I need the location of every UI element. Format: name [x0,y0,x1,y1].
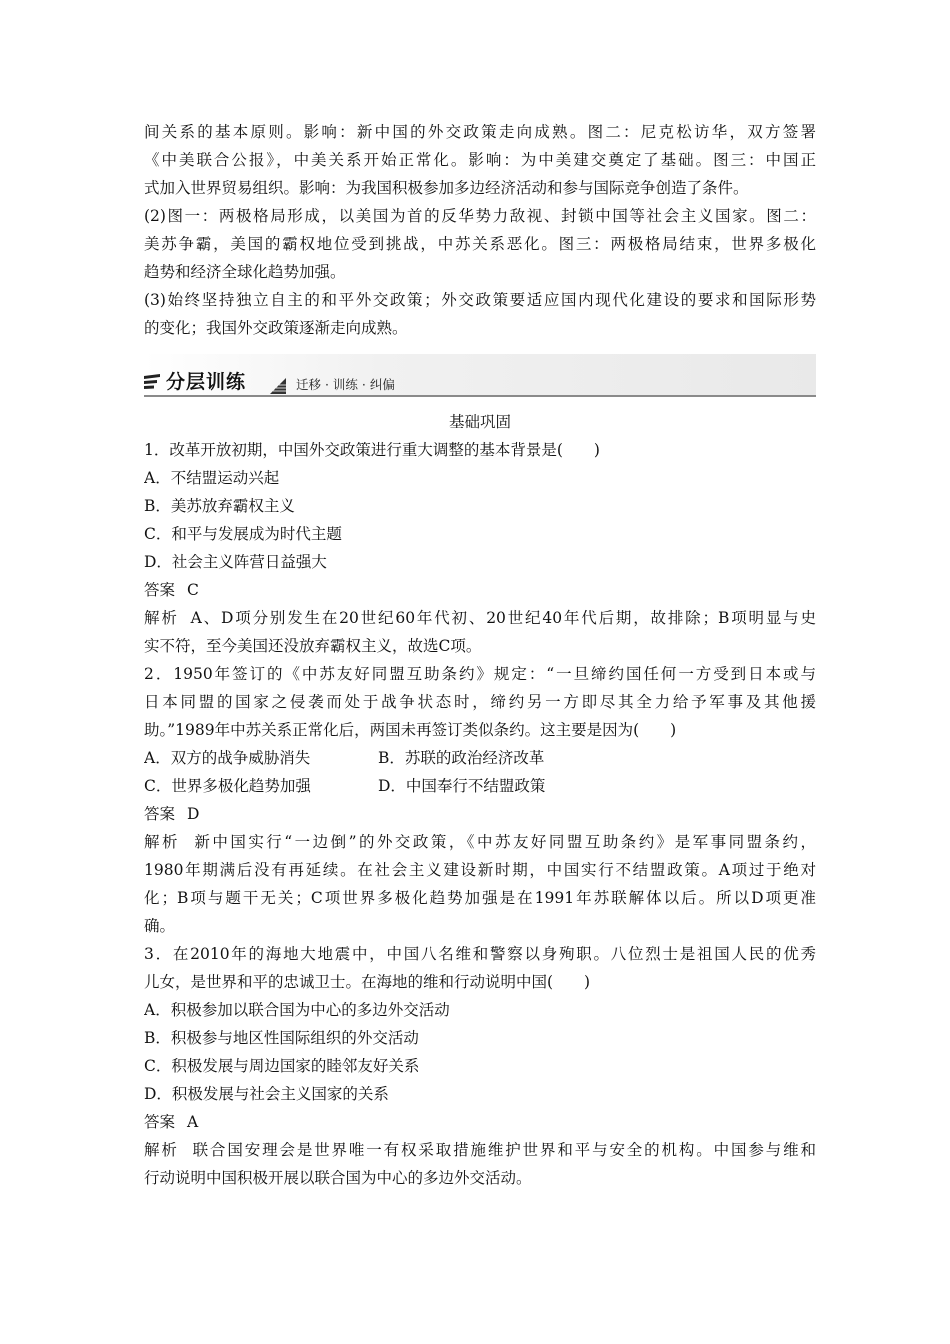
question-stem: 2．1950年签订的《中苏友好同盟互助条约》规定：“一旦缔约国任何一方受到日本或与 [144,665,816,683]
analysis-line [144,828,816,856]
answer-value: C [187,581,199,599]
option-b: B．美苏放弃霸权主义 [144,497,295,515]
triangle-icon [270,378,286,394]
intro-line: 间关系的基本原则。影响：新中国的外交政策走向成熟。图二：尼克松访华，双方签署 [144,123,816,141]
option-b: B．苏联的政治经济改革 [378,749,545,767]
answer-label: 答案 [144,805,176,823]
analysis-label: 解析 [144,609,179,627]
intro-line: (3)始终坚持独立自主的和平外交政策；外交政策要适应国内现代化建设的要求和国际形势 [144,291,816,309]
question-3 [144,940,816,1192]
analysis-label: 解析 [144,833,180,851]
analysis-label: 解析 [144,1141,179,1159]
answer-value: A [187,1113,199,1131]
option-d: D．中国奉行不结盟政策 [378,777,546,795]
answer-label: 答案 [144,1113,176,1131]
analysis-text: 联合国安理会是世界唯一有权采取措施维护世界和平与安全的机构。中国参与维和 [190,1141,816,1159]
answer-line [144,576,816,604]
subsection-heading: 基础巩固 [448,413,511,431]
analysis-line: 行动说明中国积极开展以联合国为中心的多边外交活动。 [144,1169,532,1187]
options-row [144,772,816,800]
question-1 [144,436,816,660]
option-c: C．和平与发展成为时代主题 [144,525,342,543]
intro-line: 的变化；我国外交政策逐渐走向成熟。 [144,319,408,337]
analysis-line: 化；B项与题干无关；C项世界多极化趋势加强是在1991年苏联解体以后。所以D项更准 [144,889,816,907]
section-banner [144,348,816,406]
analysis-line: 1980年期满后没有再延续。在社会主义建设新时期，中国实行不结盟政策。A项过于绝对 [144,861,816,879]
intro-block [144,118,816,342]
option-a: A．积极参加以联合国为中心的多边外交活动 [144,1001,450,1019]
answer-line [144,1108,816,1136]
question-2 [144,660,816,940]
document-page [144,118,816,1192]
stripes-icon [144,374,162,392]
question-stem: 助。”1989年中苏关系正常化后，两国未再签订类似条约。这主要是因为( ) [144,721,677,739]
answer-label: 答案 [144,581,176,599]
intro-line: 趋势和经济全球化趋势加强。 [144,263,346,281]
option-a: A．不结盟运动兴起 [144,469,280,487]
intro-line: 美苏争霸，美国的霸权地位受到挑战，中苏关系恶化。图三：两极格局结束，世界多极化 [144,235,816,253]
option-c: C．世界多极化趋势加强 [144,777,311,795]
analysis-text: 新中国实行“一边倒”的外交政策，《中苏友好同盟互助条约》是军事同盟条约， [191,833,816,851]
question-stem: 日本同盟的国家之侵袭而处于战争状态时，缔约另一方即尽其全力给予军事及其他援 [144,693,816,711]
analysis-text: A、D项分别发生在20世纪60年代初、20世纪40年代后期，故排除；B项明显与史 [190,609,816,627]
option-c: C．积极发展与周边国家的睦邻友好关系 [144,1057,420,1075]
banner-rule [144,395,816,397]
analysis-line: 确。 [144,917,176,935]
option-b: B．积极参与地区性国际组织的外交活动 [144,1029,419,1047]
option-a: A．双方的战争威胁消失 [144,749,311,767]
question-stem: 1．改革开放初期，中国外交政策进行重大调整的基本背景是( ) [144,441,600,459]
section-subtitle: 迁移 · 训练 · 纠偏 [296,377,395,392]
question-stem: 儿女，是世界和平的忠诚卫士。在海地的维和行动说明中国( ) [144,973,591,991]
option-d: D．社会主义阵营日益强大 [144,553,327,571]
intro-line: 式加入世界贸易组织。影响：为我国积极参加多边经济活动和参与国际竞争创造了条件。 [144,179,749,197]
question-stem: 3．在2010年的海地大地震中，中国八名维和警察以身殉职。八位烈士是祖国人民的优秀 [144,945,816,963]
intro-line: 《中美联合公报》，中美关系开始正常化。影响：为中美建交奠定了基础。图三：中国正 [144,151,816,169]
section-title: 分层训练 [166,371,247,393]
answer-value: D [187,805,200,823]
analysis-line [144,604,816,632]
option-d: D．积极发展与社会主义国家的关系 [144,1085,389,1103]
options-row [144,744,816,772]
intro-line: (2)图一：两极格局形成，以美国为首的反华势力敌视、封锁中国等社会主义国家。图二： [144,207,816,225]
answer-line [144,800,816,828]
analysis-line [144,1136,816,1164]
analysis-line: 实不符，至今美国还没放弃霸权主义，故选C项。 [144,637,482,655]
